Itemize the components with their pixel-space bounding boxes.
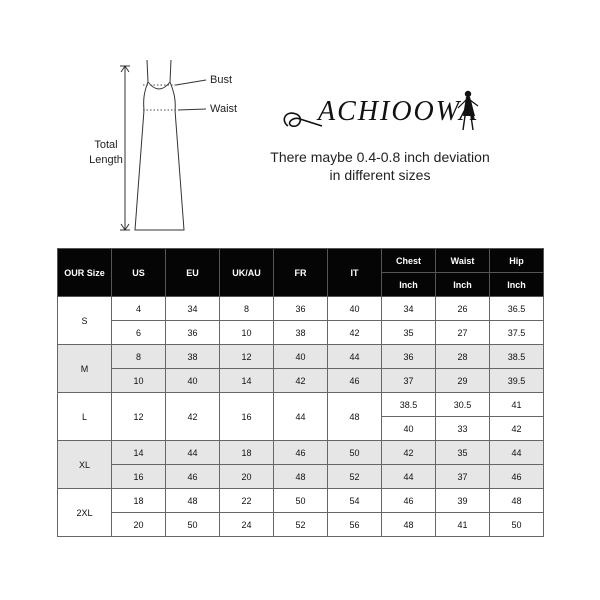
us-cell: 6 [112,321,166,345]
hip-cell: 37.5 [490,321,544,345]
eu-cell: 48 [166,489,220,513]
hip-cell: 42 [490,417,544,441]
brand-logo [282,86,502,142]
chest-cell: 35 [382,321,436,345]
size-cell: 2XL [58,489,112,537]
chest-cell: 34 [382,297,436,321]
fr-cell: 48 [274,465,328,489]
header-us: US [112,249,166,297]
hip-cell: 36.5 [490,297,544,321]
header-our-size: OUR Size [58,249,112,297]
us-cell: 12 [112,393,166,441]
it-cell: 56 [328,513,382,537]
unit-waist: Inch [436,273,490,297]
table-row [58,393,544,417]
uk-cell: 20 [220,465,274,489]
waist-cell: 30.5 [436,393,490,417]
it-cell: 50 [328,441,382,465]
uk-cell: 16 [220,393,274,441]
size-cell: S [58,297,112,345]
table-row [58,297,544,321]
hip-cell: 39.5 [490,369,544,393]
uk-cell: 10 [220,321,274,345]
table-row [58,465,544,489]
hip-cell: 41 [490,393,544,417]
waist-cell: 39 [436,489,490,513]
fr-cell: 40 [274,345,328,369]
waist-cell: 28 [436,345,490,369]
fr-cell: 46 [274,441,328,465]
deviation-notice [240,148,520,184]
waist-cell: 41 [436,513,490,537]
header-waist: Waist [436,249,490,273]
it-cell: 52 [328,465,382,489]
header-row [58,249,544,273]
chest-cell: 37 [382,369,436,393]
fr-cell: 52 [274,513,328,537]
header-it: IT [328,249,382,297]
waist-cell: 29 [436,369,490,393]
notice-line-1: There maybe 0.4-0.8 inch deviation [270,149,490,165]
table-row [58,345,544,369]
header-eu: EU [166,249,220,297]
chest-cell: 40 [382,417,436,441]
hip-cell: 38.5 [490,345,544,369]
waist-cell: 33 [436,417,490,441]
dress-diagram [0,0,250,240]
us-cell: 14 [112,441,166,465]
us-cell: 16 [112,465,166,489]
hip-cell: 50 [490,513,544,537]
hip-cell: 48 [490,489,544,513]
eu-cell: 44 [166,441,220,465]
us-cell: 20 [112,513,166,537]
waist-cell: 37 [436,465,490,489]
fr-cell: 38 [274,321,328,345]
it-cell: 40 [328,297,382,321]
uk-cell: 8 [220,297,274,321]
chest-cell: 48 [382,513,436,537]
bust-label: Bust [210,74,233,86]
table-row [58,441,544,465]
chest-cell: 44 [382,465,436,489]
uk-cell: 24 [220,513,274,537]
it-cell: 46 [328,369,382,393]
eu-cell: 34 [166,297,220,321]
chest-cell: 42 [382,441,436,465]
table-row [58,489,544,513]
unit-hip: Inch [490,273,544,297]
table-row [58,513,544,537]
fr-cell: 44 [274,393,328,441]
chest-cell: 36 [382,345,436,369]
hip-cell: 44 [490,441,544,465]
it-cell: 54 [328,489,382,513]
header-chest: Chest [382,249,436,273]
waist-label: Waist [210,103,238,115]
uk-cell: 14 [220,369,274,393]
dress-illustration [0,0,250,240]
it-cell: 48 [328,393,382,441]
uk-cell: 12 [220,345,274,369]
eu-cell: 46 [166,465,220,489]
header-hip: Hip [490,249,544,273]
table-row [58,369,544,393]
size-cell: XL [58,441,112,489]
it-cell: 42 [328,321,382,345]
us-cell: 8 [112,345,166,369]
eu-cell: 36 [166,321,220,345]
eu-cell: 38 [166,345,220,369]
uk-cell: 22 [220,489,274,513]
size-cell: L [58,393,112,441]
eu-cell: 42 [166,393,220,441]
header-fr: FR [274,249,328,297]
table-row [58,321,544,345]
hip-cell: 46 [490,465,544,489]
size-chart-table [57,248,544,537]
fr-cell: 50 [274,489,328,513]
fr-cell: 42 [274,369,328,393]
it-cell: 44 [328,345,382,369]
chest-cell: 46 [382,489,436,513]
us-cell: 4 [112,297,166,321]
eu-cell: 40 [166,369,220,393]
size-cell: M [58,345,112,393]
waist-cell: 35 [436,441,490,465]
us-cell: 10 [112,369,166,393]
waist-cell: 27 [436,321,490,345]
logo-text: ACHIOOWA [318,96,479,127]
unit-chest: Inch [382,273,436,297]
eu-cell: 50 [166,513,220,537]
uk-cell: 18 [220,441,274,465]
header-uk-au: UK/AU [220,249,274,297]
us-cell: 18 [112,489,166,513]
notice-line-2: in different sizes [329,167,431,183]
total-length-label: Total Length [89,139,123,166]
fr-cell: 36 [274,297,328,321]
chest-cell: 38.5 [382,393,436,417]
waist-cell: 26 [436,297,490,321]
